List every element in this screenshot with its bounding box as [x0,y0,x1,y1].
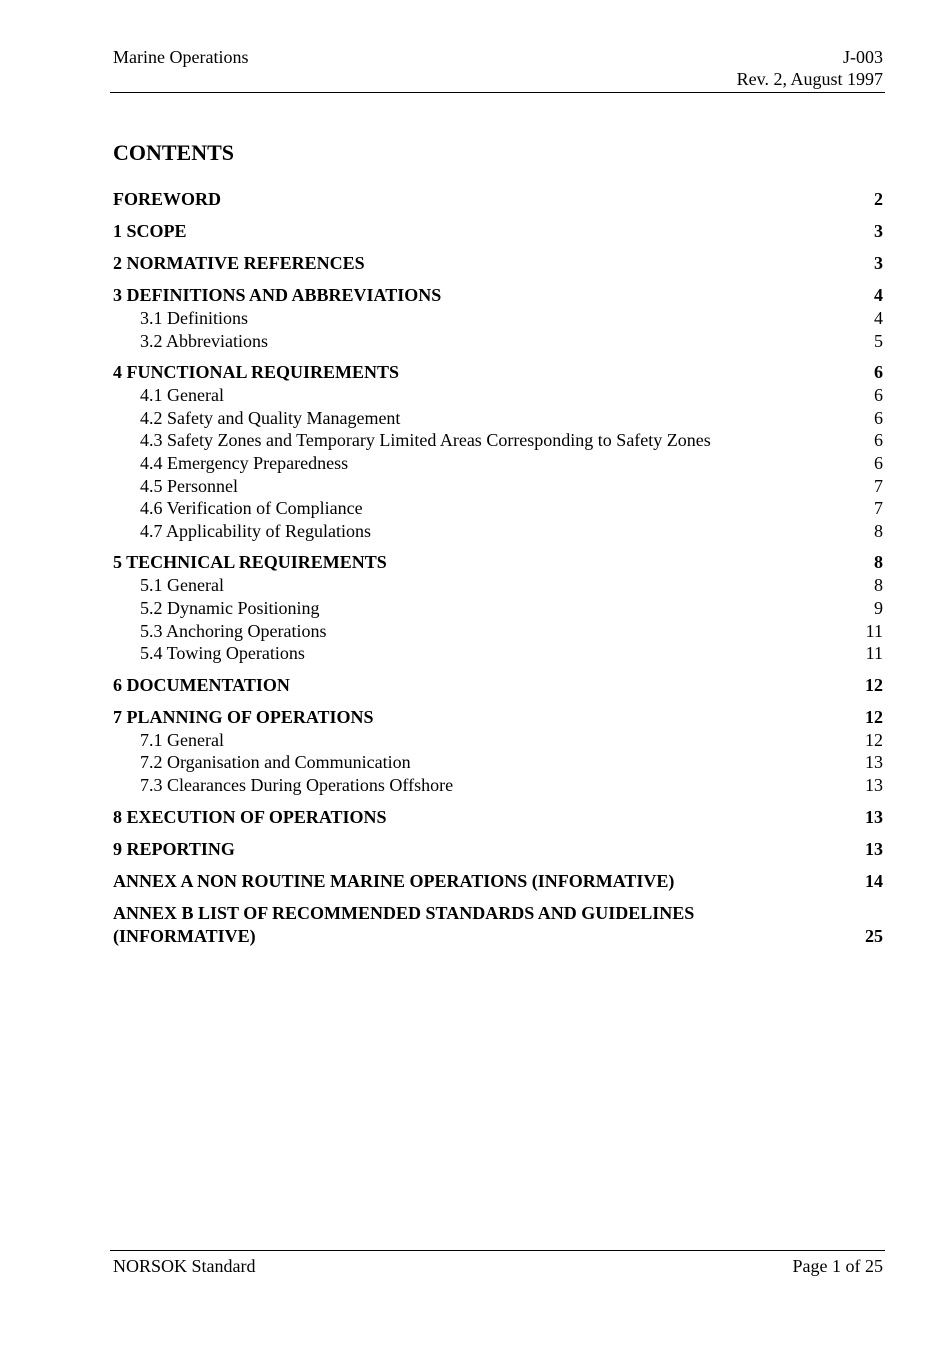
toc-entry[interactable] [113,806,883,829]
toc-entry-label: 8 EXECUTION OF OPERATIONS [113,806,387,827]
toc-subentry-label: 3.1 Definitions [140,308,248,328]
toc-subentry[interactable] [113,452,883,475]
toc-subentry-label: 4.6 Verification of Compliance [140,498,363,519]
toc-subentry[interactable] [113,597,883,620]
toc-subentry-label: 4.7 Applicability of Regulations [140,520,371,541]
toc-subentry[interactable] [113,574,883,597]
toc-entry-label: 2 NORMATIVE REFERENCES [113,253,365,273]
toc-subentry-label: 7.1 General [140,729,224,750]
footer-standard-name: NORSOK Standard [113,1256,256,1276]
toc-entry-label: 3 DEFINITIONS AND ABBREVIATIONS [113,285,442,305]
toc-section [113,806,883,829]
toc-entry[interactable] [113,706,883,729]
toc-subentry-page: 6 [874,385,883,406]
toc-subentry-label: 5.3 Anchoring Operations [140,620,327,641]
toc-entry[interactable] [113,674,883,697]
toc-entry-page: 2 [874,189,883,209]
toc-subentry[interactable] [113,330,883,353]
toc-entry-label: ANNEX B LIST OF RECOMMENDED STANDARDS AND GUIDELINES (INFORMATIVE) [113,902,695,946]
toc-subentry[interactable] [113,729,883,752]
toc-entry-page: 14 [865,870,883,891]
toc-subentry-page: 6 [874,430,883,451]
toc-subentry-page: 13 [865,752,883,773]
toc-subentry[interactable] [113,751,883,774]
header-document-title: Marine Operations [113,47,249,67]
toc-subentry-page: 11 [865,620,883,641]
toc-section [113,188,883,211]
header-revision: Rev. 2, August 1997 [736,69,883,89]
toc-entry[interactable] [113,252,883,275]
toc-subentry-page: 4 [874,308,883,328]
toc-section [113,551,883,664]
toc-subentry-label: 4.4 Emergency Preparedness [140,452,349,473]
toc-subentry-page: 6 [874,452,883,473]
toc-entry-label: FOREWORD [113,189,221,209]
toc-subentry-page: 5 [874,330,883,351]
toc-section [113,902,883,948]
toc-subentry[interactable] [113,429,883,452]
table-of-contents [113,188,883,957]
toc-section [113,706,883,797]
toc-subentry[interactable] [113,384,883,407]
toc-subentry[interactable] [113,774,883,797]
toc-section [113,361,883,542]
toc-entry[interactable] [113,188,883,211]
page-header [113,46,883,90]
toc-entry[interactable] [113,870,883,893]
toc-subentry-page: 12 [865,729,883,750]
toc-entry-label: ANNEX A NON ROUTINE MARINE OPERATIONS (INFORMATIVE) [113,870,675,891]
toc-entry-page: 4 [874,285,883,305]
toc-subentry-page: 11 [865,643,883,664]
toc-section [113,220,883,243]
toc-entry[interactable] [113,902,883,948]
toc-subentry-page: 6 [874,407,883,428]
toc-entry-page: 12 [865,674,883,695]
toc-subentry-label: 4.3 Safety Zones and Temporary Limited Areas Corresponding to Safety Zones [140,430,711,451]
toc-subentry-page: 9 [874,597,883,618]
toc-subentry-page: 8 [874,575,883,596]
toc-section [113,284,883,352]
toc-subentry[interactable] [113,520,883,543]
toc-entry-page: 8 [874,552,883,573]
toc-entry-page: 13 [865,838,883,859]
header-row-revision [113,68,883,90]
footer-divider [110,1250,885,1251]
toc-entry-page: 13 [865,806,883,827]
contents-heading: CONTENTS [113,140,235,165]
toc-subentry-label: 5.4 Towing Operations [140,643,305,664]
toc-entry-page: 3 [874,253,883,273]
header-document-id: J-003 [843,47,883,67]
toc-subentry[interactable] [113,407,883,430]
toc-entry-label: 9 REPORTING [113,838,235,859]
toc-subentry-page: 7 [874,498,883,519]
header-row-top [113,46,883,68]
toc-subentry[interactable] [113,642,883,665]
toc-subentry-page: 8 [874,520,883,541]
toc-entry-page: 3 [874,221,883,241]
toc-section [113,838,883,861]
footer-page-number: Page 1 of 25 [792,1256,883,1276]
toc-subentry-label: 7.3 Clearances During Operations Offshore [140,774,454,795]
toc-entry-label: 1 SCOPE [113,221,187,241]
toc-subentry-label: 4.5 Personnel [140,475,238,496]
toc-section [113,674,883,697]
toc-subentry-page: 7 [874,475,883,496]
toc-subentry-label: 4.2 Safety and Quality Management [140,407,401,428]
toc-subentry[interactable] [113,620,883,643]
toc-entry[interactable] [113,284,883,307]
toc-section [113,252,883,275]
toc-entry-page: 6 [874,362,883,383]
toc-entry[interactable] [113,551,883,574]
toc-subentry[interactable] [113,475,883,498]
toc-entry-label: 5 TECHNICAL REQUIREMENTS [113,552,387,573]
toc-subentry-page: 13 [865,774,883,795]
toc-subentry-label: 5.2 Dynamic Positioning [140,597,320,618]
toc-subentry-label: 7.2 Organisation and Communication [140,752,411,773]
toc-subentry-label: 4.1 General [140,385,224,406]
toc-entry-page: 25 [865,925,883,946]
header-divider [110,92,885,93]
page-footer [113,1255,883,1277]
toc-subentry-label: 5.1 General [140,575,224,596]
toc-entry-label: 7 PLANNING OF OPERATIONS [113,706,374,727]
toc-entry[interactable] [113,838,883,861]
toc-section [113,870,883,893]
toc-entry[interactable] [113,220,883,243]
toc-subentry-label: 3.2 Abbreviations [140,330,268,351]
toc-entry-page: 12 [865,706,883,727]
toc-subentry[interactable] [113,307,883,330]
toc-entry-label: 4 FUNCTIONAL REQUIREMENTS [113,362,400,383]
toc-entry[interactable] [113,361,883,384]
toc-entry-label: 6 DOCUMENTATION [113,674,290,695]
toc-subentry[interactable] [113,497,883,520]
